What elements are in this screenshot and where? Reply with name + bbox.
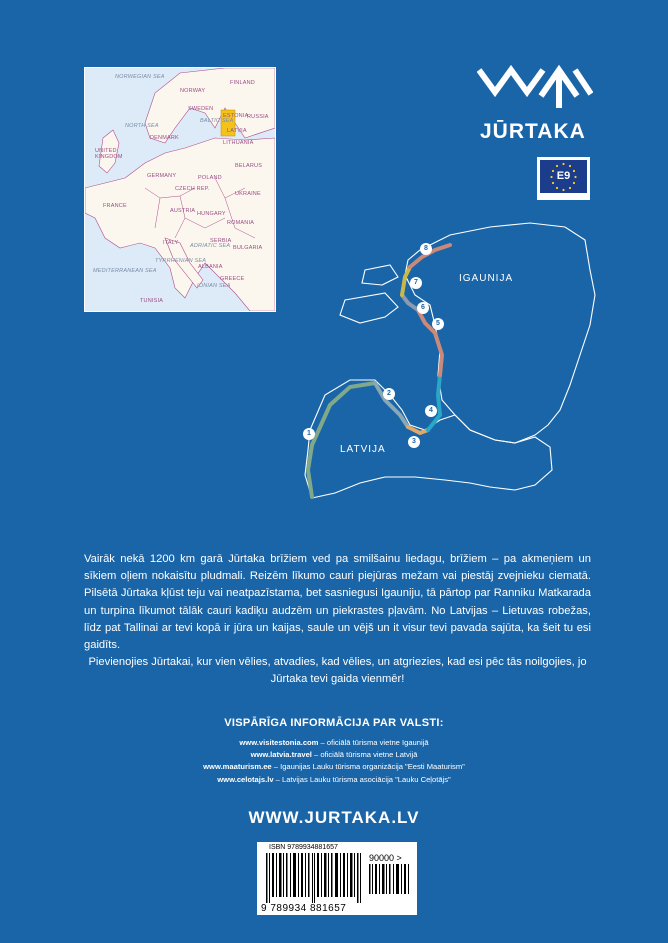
description-paragraph: Pievienojies Jūrtakai, kur vien vēlies, atvadies, kad vēlies, un atgriezies, kad esi pēc tās noilgojies, jo Jūrtaka tevi gaida vienmēr! — [88, 656, 587, 686]
inset-sea-label: NORTH SEA — [125, 123, 159, 129]
route-marker-2: 2 — [383, 388, 395, 400]
inset-country-label: UKRAINE — [235, 191, 261, 197]
barcode-bars-icon — [266, 853, 362, 903]
e9-label: E9 — [556, 170, 571, 182]
inset-country-label: DENMARK — [150, 135, 179, 141]
route-marker-3: 3 — [408, 436, 420, 448]
route-marker-4: 4 — [425, 405, 437, 417]
info-link-desc: – Latvijas Lauku tūrisma asociācija "Lauku Ceļotājs" — [273, 774, 451, 784]
barcode — [257, 842, 417, 915]
info-heading: VISPĀRĪGA INFORMĀCIJA PAR VALSTI: — [224, 717, 444, 729]
description-text — [84, 551, 591, 689]
inset-country-label: FINLAND — [230, 80, 255, 86]
inset-country-label: GERMANY — [147, 173, 177, 179]
estonia-label: IGAUNIJA — [459, 273, 514, 284]
route-marker-8: 8 — [420, 243, 432, 255]
website-link[interactable]: WWW.JURTAKA.LV — [248, 808, 420, 827]
latvia-label: LATVIJA — [340, 444, 386, 455]
inset-country-label: RUSSIA — [247, 114, 269, 120]
route-marker-7: 7 — [410, 277, 422, 289]
info-link-url[interactable]: www.celotajs.lv — [217, 774, 274, 784]
inset-country-label: FRANCE — [103, 203, 127, 209]
inset-country-label: ESTONIA — [223, 113, 249, 119]
info-link-row — [0, 761, 668, 773]
inset-sea-label: ADRIATIC SEA — [190, 243, 231, 249]
inset-country-label: ROMANIA — [227, 220, 255, 226]
inset-sea-label: NORWEGIAN SEA — [115, 74, 165, 80]
isbn-text: ISBN 9789934881657 — [269, 844, 338, 851]
inset-country-label: BULGARIA — [233, 245, 263, 251]
info-link-row — [0, 749, 668, 761]
e9-badge — [537, 157, 590, 200]
price-code: 90000 > — [369, 853, 402, 863]
inset-country-label: UNITED KINGDOM — [95, 148, 123, 160]
inset-country-label: AUSTRIA — [170, 208, 196, 214]
route-marker-1: 1 — [303, 428, 315, 440]
inset-country-label: LATVIA — [227, 128, 247, 134]
brand-name: JŪRTAKA — [480, 120, 586, 143]
jurtaka-wave-logo-icon — [477, 64, 593, 114]
info-link-row — [0, 737, 668, 749]
route-marker-6: 6 — [417, 302, 429, 314]
inset-sea-label: IONIAN SEA — [197, 283, 231, 289]
info-links — [0, 737, 668, 786]
info-link-row — [0, 774, 668, 786]
inset-country-label: HUNGARY — [197, 211, 226, 217]
inset-country-label: POLAND — [198, 175, 222, 181]
inset-country-label: ALBANIA — [198, 264, 223, 270]
info-link-desc: – oficiālā tūrisma vietne Igaunijā — [318, 738, 429, 747]
inset-country-label: TUNISIA — [140, 298, 164, 304]
inset-country-label: BELARUS — [235, 163, 263, 169]
inset-sea-label: BALTIC SEA — [200, 118, 234, 124]
inset-country-label: SWEDEN — [188, 106, 214, 112]
info-link-desc: – oficiālā tūrisma vietne Latvijā — [311, 750, 418, 760]
route-map-graphic — [290, 215, 610, 515]
price-barcode-icon — [369, 864, 413, 894]
description-paragraph: Vairāk nekā 1200 km garā Jūrtaka brīžiem ved pa smilšainu liedagu, brīžiem – pa akmeņiem un sīkiem oļiem nokaisītu pludmali. Reizēm līkumo cauri piejūras mežam vai piestāj zvejnieku ciematā. Pilsētā Jūrtaka kļūst teju vai neatpazīstama, bet sasniegusi Igauniju, tā pārtop par Ranniku Matkarada un turpina līkumot tālāk cauri kadiķu audzēm un piekrastes pļavām. No Latvijas – Lietuvas robežas, līdz pat Tallinai ar tevi kopā ir jūra un kaijas, saule un vējš un it visur tevi pavada sajūta, ka šeit tu esi gaidīts. — [84, 553, 591, 652]
inset-country-label: SERBIA — [210, 238, 232, 244]
info-link-desc: – Igaunijas Lauku tūrisma organizācija "Eesti Maaturism" — [271, 762, 465, 772]
eu-stars-icon — [540, 160, 587, 193]
inset-country-label: NORWAY — [180, 88, 206, 94]
inset-country-label: ITALY — [163, 240, 179, 246]
route-marker-5: 5 — [432, 318, 444, 330]
inset-sea-label: TYRRHENIAN SEA — [155, 258, 207, 264]
inset-country-label: GREECE — [220, 276, 245, 282]
inset-country-label: CZECH REP. — [175, 186, 210, 192]
info-link-url[interactable]: www.maaturism.ee — [203, 762, 272, 772]
barcode-numbers: 9 789934 881657 — [261, 903, 347, 914]
info-link-url[interactable]: www.latvia.travel — [250, 750, 312, 760]
info-link-url[interactable]: www.visitestonia.com — [239, 738, 319, 747]
europe-inset-map — [84, 67, 276, 312]
inset-sea-label: MEDITERRANEAN SEA — [93, 268, 157, 274]
inset-country-label: LITHUANIA — [223, 140, 254, 146]
